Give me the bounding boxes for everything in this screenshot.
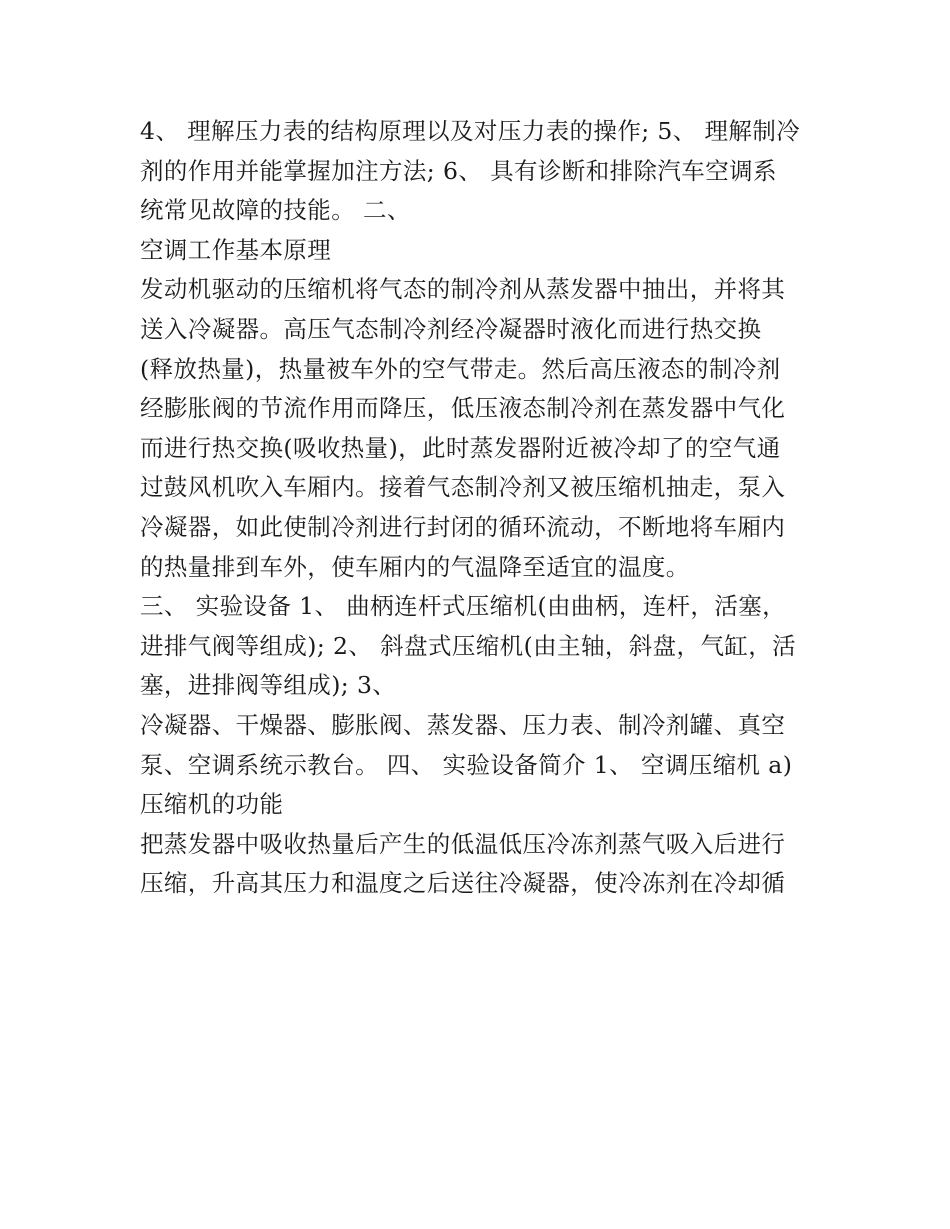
text-line: 统常见故障的技能。 二、 [140,196,411,225]
text-line: 压缩，升高其压力和温度之后送往冷凝器，使冷冻剂在冷却循 [140,869,786,898]
document-body [140,112,820,904]
text-line: 冷凝器，如此使制冷剂进行封闭的循环流动，不断地将车厢内 [140,512,786,541]
section-heading: 压缩机的功能 [140,790,284,819]
text-line: 冷凝器、干燥器、膨胀阀、蒸发器、压力表、制冷剂罐、真空 [140,710,786,739]
text-line: 进排气阀等组成); 2、 斜盘式压缩机(由主轴，斜盘，气缸，活 [140,631,797,660]
section-heading: 空调工作基本原理 [140,235,332,264]
text-line: 三、 实验设备 1、 曲柄连杆式压缩机(由曲柄，连杆，活塞， [140,592,787,621]
text-line: 塞，进排阀等组成); 3、 [140,671,397,700]
text-line: 的热量排到车外，使车厢内的气温降至适宜的温度。 [140,552,690,581]
text-line: 过鼓风机吹入车厢内。接着气态制冷剂又被压缩机抽走，泵入 [140,473,786,502]
text-line: 泵、空调系统示教台。 四、 实验设备简介 1、 空调压缩机 a) [140,750,793,779]
text-line: 而进行热交换(吸收热量)，此时蒸发器附近被冷却了的空气通 [140,433,781,462]
text-line: 把蒸发器中吸收热量后产生的低温低压冷冻剂蒸气吸入后进行 [140,829,786,858]
text-line: (释放热量)，热量被车外的空气带走。然后高压液态的制冷剂 [140,354,781,383]
text-line: 送入冷凝器。高压气态制冷剂经冷凝器时液化而进行热交换 [140,314,762,343]
text-line: 4、 理解压力表的结构原理以及对压力表的操作; 5、 理解制冷 [140,117,801,145]
text-line: 剂的作用并能掌握加注方法; 6、 具有诊断和排除汽车空调系 [140,156,777,185]
text-line: 发动机驱动的压缩机将气态的制冷剂从蒸发器中抽出，并将其 [140,275,786,304]
text-line: 经膨胀阀的节流作用而降压，低压液态制冷剂在蒸发器中气化 [140,394,786,423]
